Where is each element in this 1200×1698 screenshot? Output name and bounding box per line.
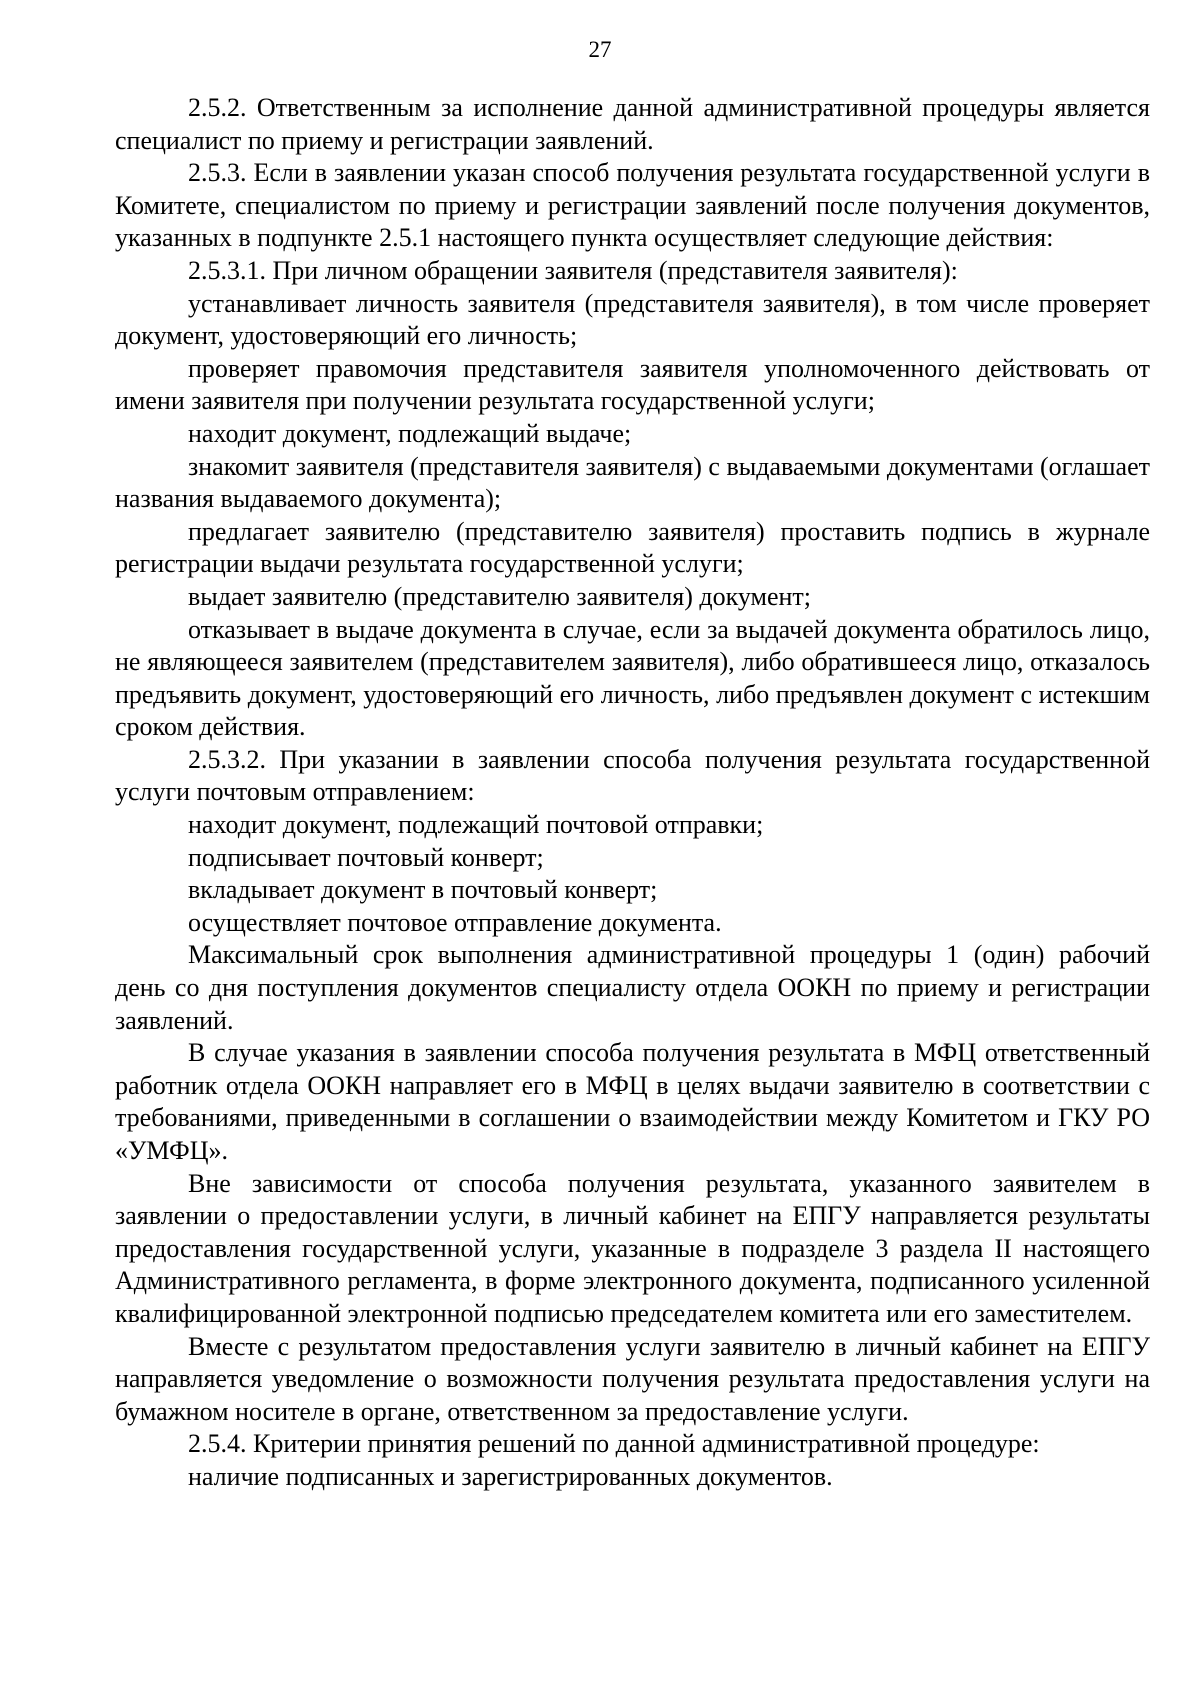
page-number: 27 xyxy=(588,37,612,62)
list-item-find-document: находит документ, подлежащий выдаче; xyxy=(188,418,632,448)
paragraph-2-5-3: 2.5.3. Если в заявлении указан способ получения результата государственной услуги в Комитете, специалистом по приему и регистрации заявлений после получения документов, указанных в подпункте 2.5.1 настоящего пункта осуществляет следующие действия: xyxy=(115,158,1150,253)
paragraph-mfc-delivery: В случае указания в заявлении способа получения результата в МФЦ ответственный работник отдела ООКН направляет его в МФЦ в целях выдачи заявителю в соответствии с требованиями, приведенными в соглашении о взаимодействии между Комитетом и ГКУ РО «УМФЦ». xyxy=(115,1038,1150,1165)
list-item-post-document: осуществляет почтовое отправление документа. xyxy=(188,907,722,937)
paragraph-epgu-notification: Вместе с результатом предоставления услуги заявителю в личный кабинет на ЕПГУ направляется уведомление о возможности получения результата предоставления услуги на бумажном носителе в органе, ответственном за предоставление услуги. xyxy=(115,1331,1150,1426)
list-item-sign-envelope: подписывает почтовый конверт; xyxy=(188,842,544,872)
paragraph-max-duration: Максимальный срок выполнения административной процедуры 1 (один) рабочий день со дня поступления документов специалисту отдела ООКН по приему и регистрации заявлений. xyxy=(115,940,1150,1035)
document-body xyxy=(115,92,1150,1494)
paragraph-2-5-3-1: 2.5.3.1. При личном обращении заявителя (представителя заявителя): xyxy=(188,255,958,285)
list-item-insert-document: вкладывает документ в почтовый конверт; xyxy=(188,875,658,905)
list-item-identify-applicant: устанавливает личность заявителя (представителя заявителя), в том числе проверяет документ, удостоверяющий его личность; xyxy=(115,288,1150,351)
paragraph-2-5-2: 2.5.2. Ответственным за исполнение данной административной процедуры является специалист по приему и регистрации заявлений. xyxy=(115,93,1150,155)
paragraph-2-5-3-2: 2.5.3.2. При указании в заявлении способа получения результата государственной услуги почтовым отправлением: xyxy=(115,744,1150,807)
list-item-check-authority: проверяет правомочия представителя заявителя уполномоченного действовать от имени заявителя при получении результата государственной услуги; xyxy=(115,353,1150,416)
list-item-acquaint-applicant: знакомит заявителя (представителя заявителя) с выдаваемыми документами (оглашает названия выдаваемого документа); xyxy=(115,451,1150,514)
list-item-issue-document: выдает заявителю (представителю заявителя) документ; xyxy=(188,581,812,611)
list-item-offer-signature: предлагает заявителю (представителю заявителя) проставить подпись в журнале регистрации выдачи результата государственной услуги; xyxy=(115,516,1150,579)
paragraph-epgu-result: Вне зависимости от способа получения результата, указанного заявителем в заявлении о предоставлении услуги, в личный кабинет на ЕПГУ направляется результаты предоставления государственной услуги, указанные в подразделе 3 раздела II настоящего Административного регламента, в форме электронного документа, подписанного усиленной квалифицированной электронной подписью председателем комитета или его заместителем. xyxy=(115,1168,1150,1328)
list-item-refuse-issue: отказывает в выдаче документа в случае, если за выдачей документа обратилось лицо, не являющееся заявителем (представителем заявителя), либо обратившееся лицо, отказалось предъявить документ, удостоверяющий его личность, либо предъявлен документ с истекшим сроком действия. xyxy=(115,614,1150,742)
list-item-signed-documents: наличие подписанных и зарегистрированных документов. xyxy=(188,1461,833,1491)
list-item-find-postal-document: находит документ, подлежащий почтовой отправки; xyxy=(188,810,764,840)
paragraph-2-5-4: 2.5.4. Критерии принятия решений по данной административной процедуре: xyxy=(188,1429,1040,1459)
